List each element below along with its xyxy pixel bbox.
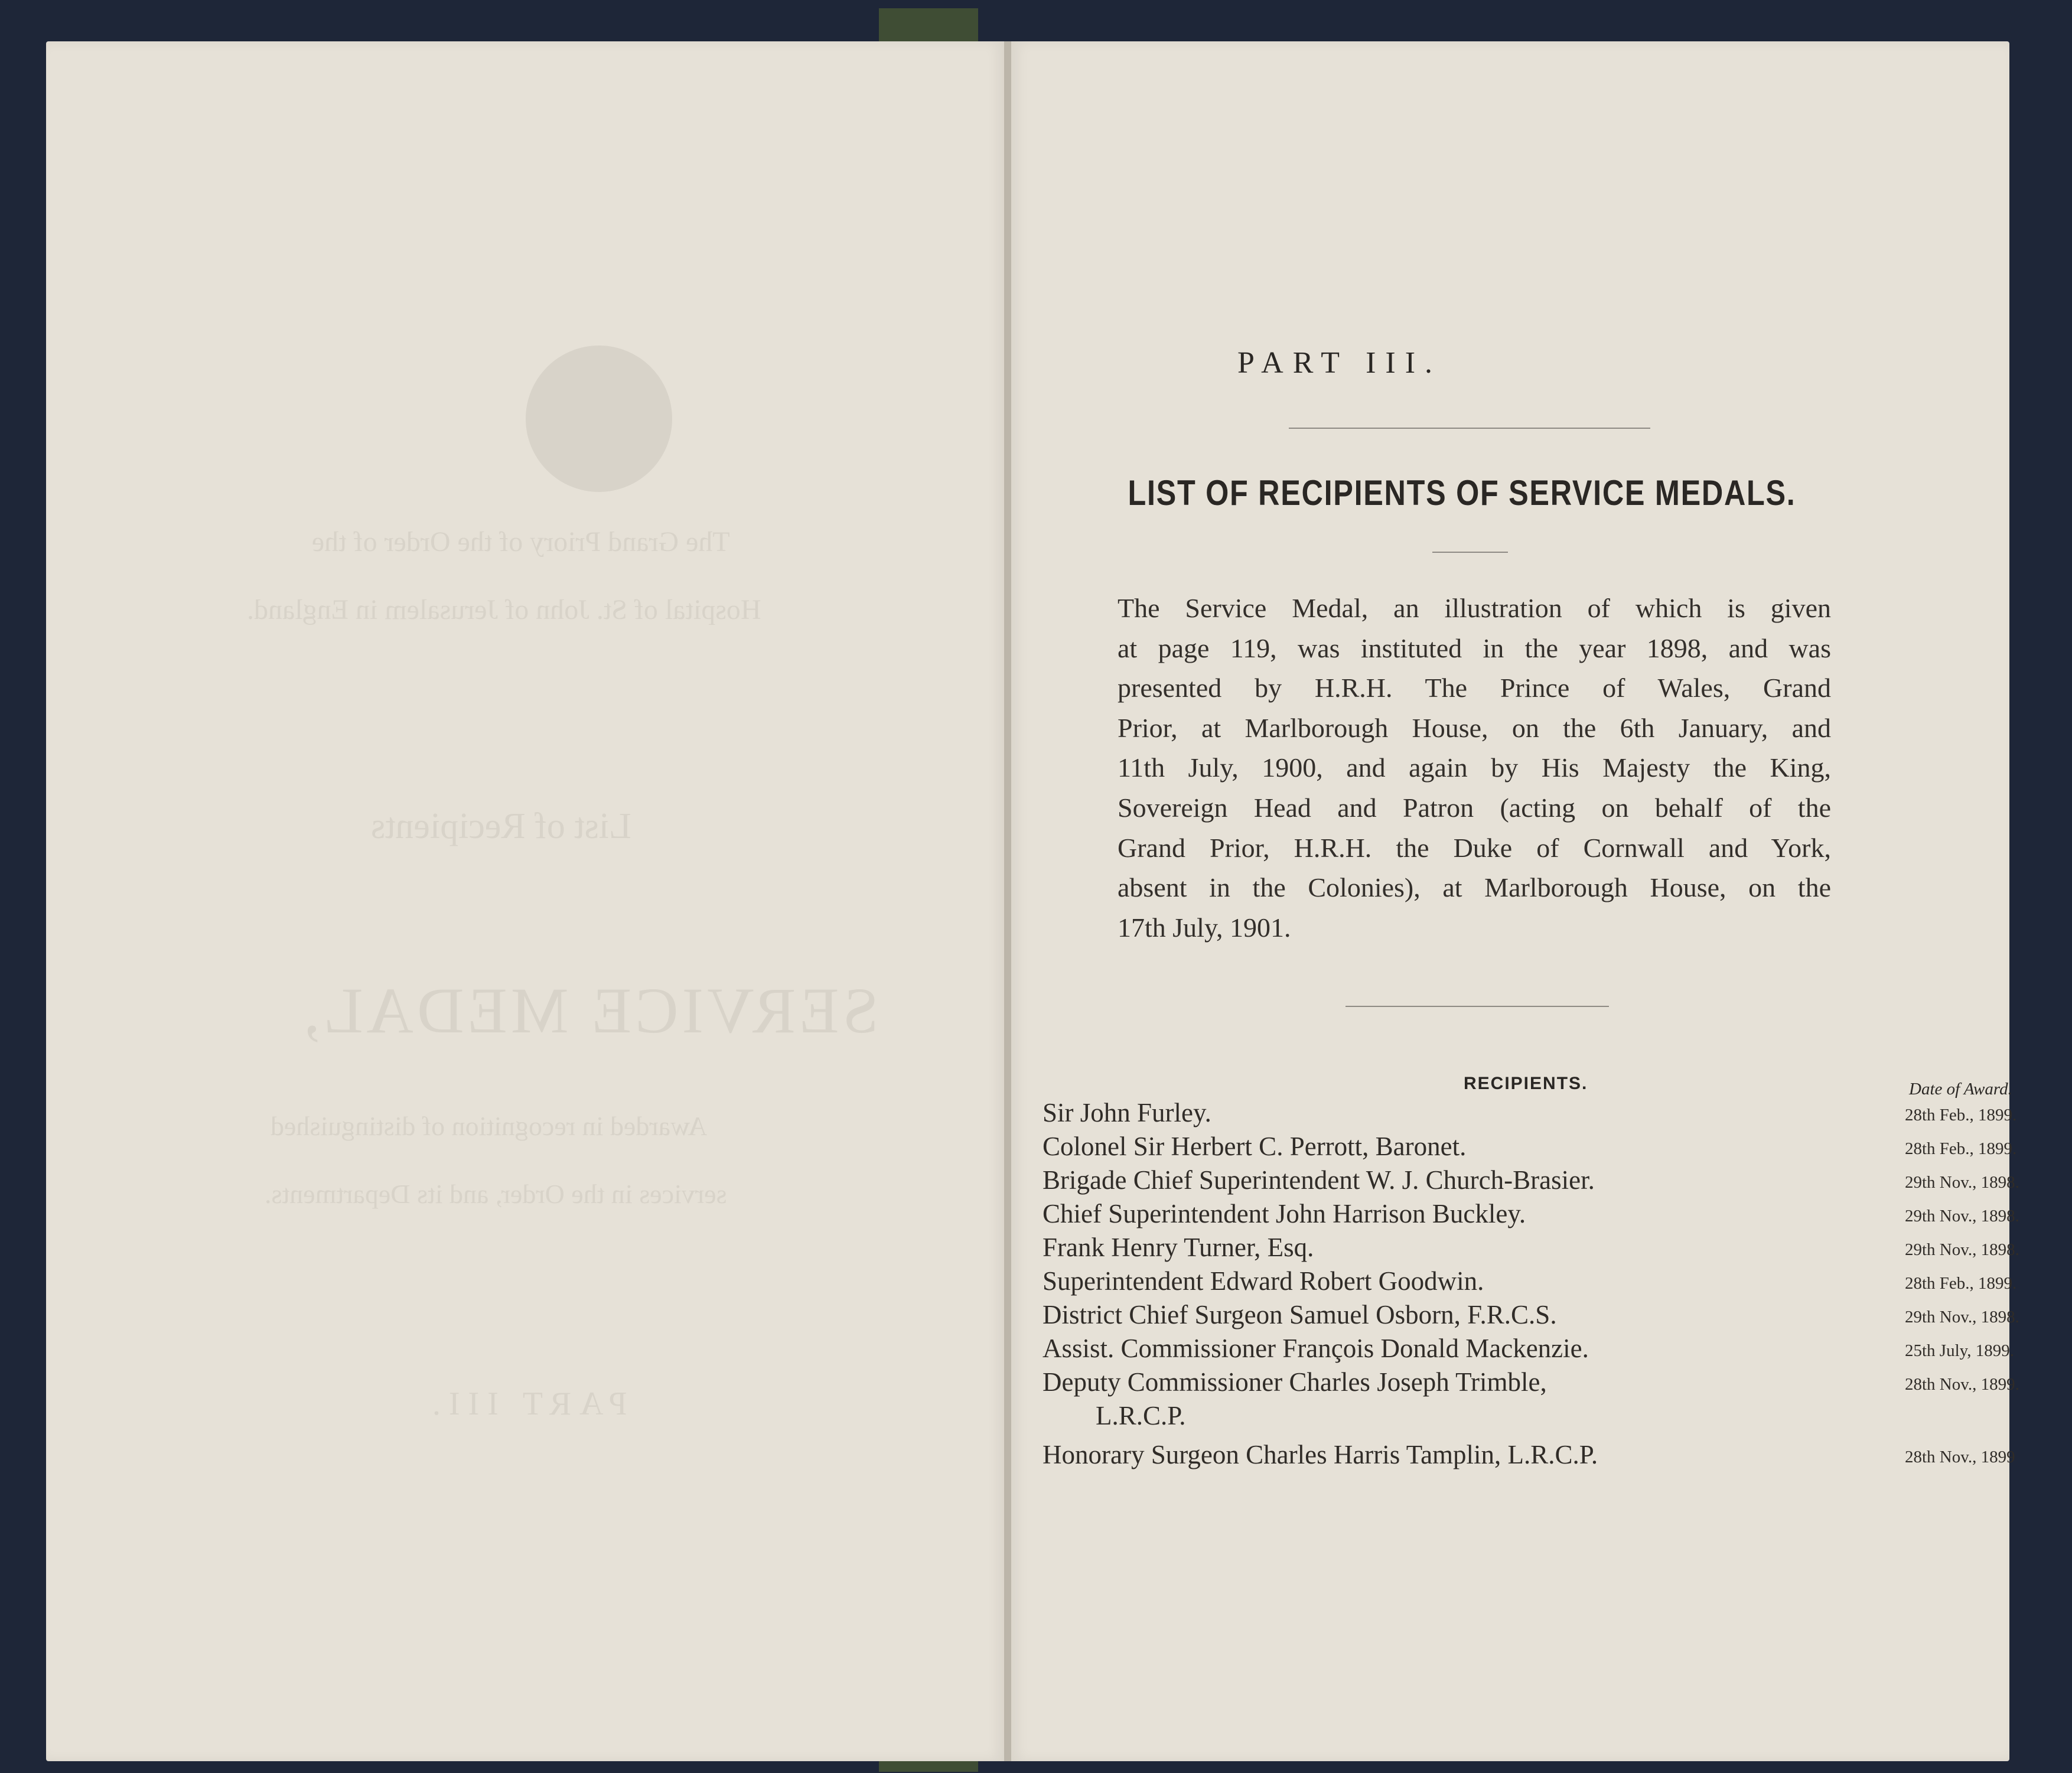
- recipient-name: Colonel Sir Herbert C. Perrott, Baronet.: [1042, 1132, 1467, 1161]
- intro-line: 17th July, 1901.: [1118, 912, 1291, 943]
- recipient-date: 28th Nov., 1899: [1905, 1448, 2015, 1466]
- left-page: [46, 41, 1004, 1761]
- part-heading: PART III.: [1237, 346, 1442, 380]
- intro-line: at page 119, was instituted in the year 1898, and was: [1118, 633, 1831, 663]
- recipient-date: 28th Nov., 1899.: [1905, 1375, 2019, 1394]
- recipient-date: 29th Nov., 1898.: [1905, 1207, 2019, 1226]
- divider-rule: [1346, 1006, 1609, 1007]
- recipients-heading: RECIPIENTS.: [1464, 1074, 1588, 1093]
- recipient-date: 28th Feb., 1899.: [1905, 1139, 2017, 1158]
- divider-rule: [1289, 428, 1650, 429]
- intro-line: Sovereign Head and Patron (acting on behalf of the: [1118, 792, 1831, 823]
- recipient-name: Assist. Commissioner François Donald Mackenzie.: [1042, 1334, 1589, 1363]
- recipient-date: 28th Feb., 1899.: [1905, 1106, 2017, 1125]
- recipient-name: Superintendent Edward Robert Goodwin.: [1042, 1266, 1484, 1296]
- list-title: LIST OF RECIPIENTS OF SERVICE MEDALS.: [1128, 473, 1796, 513]
- intro-line: presented by H.R.H. The Prince of Wales, Grand: [1118, 673, 1831, 703]
- recipient-date: 25th July, 1899.: [1905, 1341, 2015, 1360]
- show-through-line: The Grand Priory of the Order of the: [312, 526, 730, 558]
- intro-line: The Service Medal, an illustration of which is given: [1118, 593, 1831, 623]
- show-through-line: SERVICE MEDAL,: [300, 975, 879, 1047]
- recipient-date: 28th Feb., 1899.: [1905, 1274, 2017, 1293]
- show-through-line: List of Recipients: [371, 806, 631, 846]
- recipient-date: 29th Nov., 1898.: [1905, 1173, 2019, 1192]
- show-through-line: PART III.: [424, 1386, 627, 1422]
- recipient-name: Honorary Surgeon Charles Harris Tamplin, L.R.C.P.: [1042, 1440, 1598, 1469]
- recipient-name: District Chief Surgeon Samuel Osborn, F.R.C.S.: [1042, 1300, 1557, 1329]
- recipient-name-continuation: L.R.C.P.: [1096, 1401, 1186, 1430]
- intro-line: absent in the Colonies), at Marlborough House, on the: [1118, 872, 1831, 903]
- page-gutter: [1004, 41, 1011, 1761]
- recipient-name: Frank Henry Turner, Esq.: [1042, 1233, 1314, 1262]
- recipient-name: Deputy Commissioner Charles Joseph Trimble,: [1042, 1367, 1547, 1397]
- recipient-name: Sir John Furley.: [1042, 1098, 1211, 1127]
- recipient-name: Chief Superintendent John Harrison Buckley.: [1042, 1199, 1526, 1228]
- divider-rule-short: [1432, 552, 1508, 553]
- show-through-line: services in the Order, and its Departments.: [265, 1179, 727, 1209]
- book-spine-top: [879, 8, 978, 44]
- intro-line: Prior, at Marlborough House, on the 6th January, and: [1118, 712, 1831, 743]
- recipient-date: 29th Nov., 1898.: [1905, 1308, 2019, 1327]
- show-through-cross-emblem: [526, 346, 672, 492]
- intro-line: 11th July, 1900, and again by His Majesty the King,: [1118, 752, 1831, 783]
- date-column-heading: Date of Award.: [1909, 1080, 2012, 1099]
- intro-line: Grand Prior, H.R.H. the Duke of Cornwall and York,: [1118, 832, 1831, 863]
- show-through-line: Hospital of St. John of Jerusalem in England.: [247, 594, 761, 625]
- intro-paragraph: [1118, 588, 1831, 947]
- recipient-name: Brigade Chief Superintendent W. J. Church-Brasier.: [1042, 1165, 1595, 1195]
- show-through-line: Awarded in recognition of distinguished: [271, 1111, 708, 1141]
- recipient-date: 29th Nov., 1898.: [1905, 1240, 2019, 1259]
